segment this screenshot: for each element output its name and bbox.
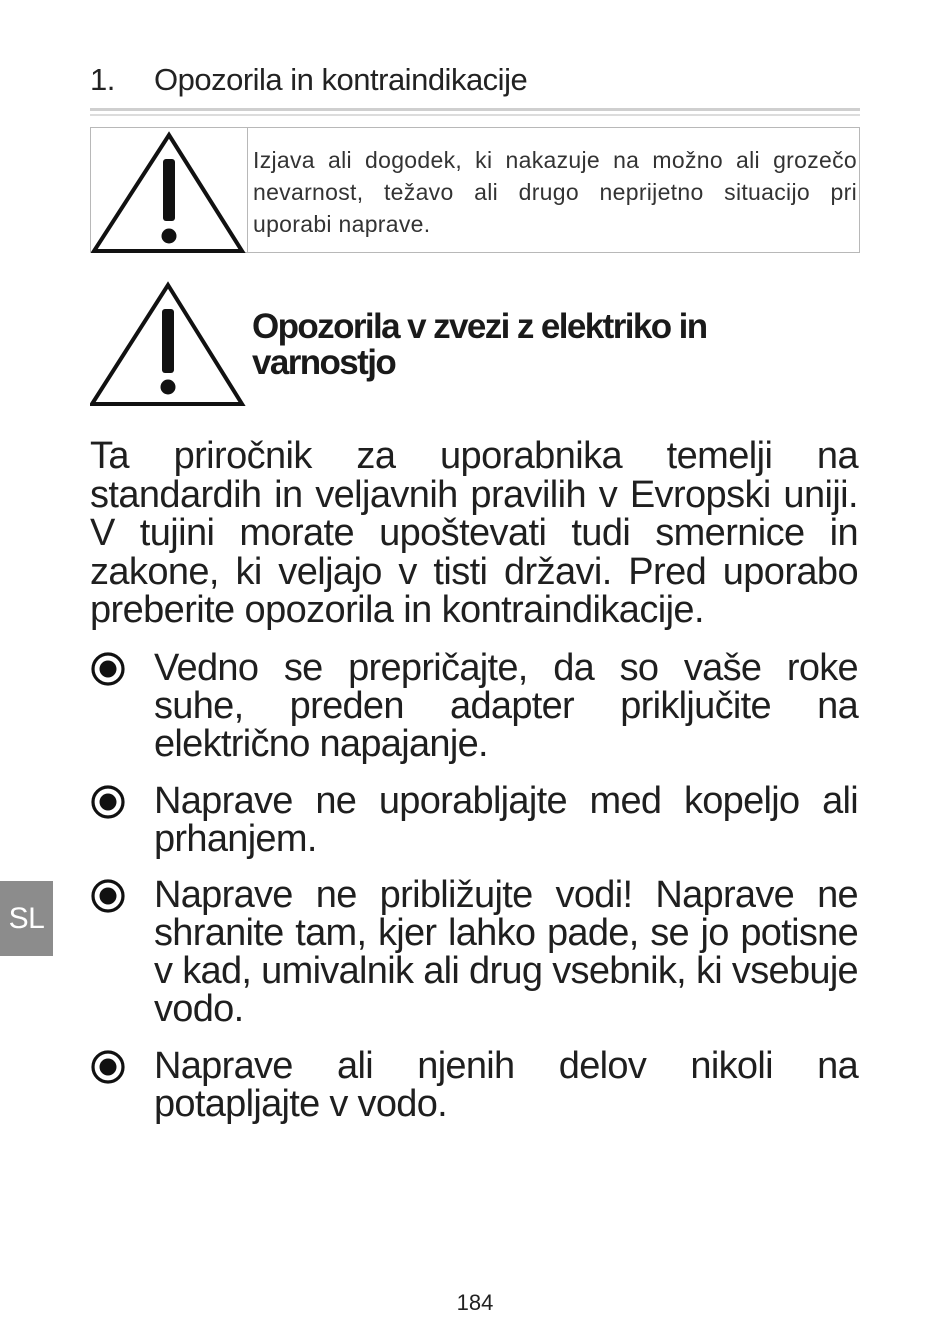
list-item	[90, 1047, 858, 1123]
warning-triangle-icon	[91, 129, 247, 253]
list-item	[90, 782, 858, 858]
radio-bullet-icon	[90, 878, 126, 914]
warning-triangle-icon	[90, 281, 246, 407]
intro-paragraph: Ta priročnik za uporabnika temelji na standardih in veljavnih pravilih v Evropski uniji. V tujini morate upoštevati tudi smernice in zakone, ki veljajo v tisti državi. Pred uporabo preberite opozorila in kontraindikacije.	[90, 435, 858, 631]
list-item	[90, 876, 858, 1028]
radio-bullet-icon	[90, 784, 126, 820]
page-number: 184	[456, 1290, 494, 1315]
heading-rule-secondary	[90, 114, 860, 116]
heading-number: 1.	[90, 62, 115, 97]
language-tab: SL	[0, 881, 53, 956]
page-heading	[90, 62, 527, 98]
list-item-text: Vedno se prepričajte, da so vaše roke suhe, preden adapter priključite na električno napajanje.	[154, 647, 858, 765]
list-item-text: Naprave ali njenih delov nikoli na potapljajte v vodo.	[154, 1045, 858, 1125]
list-item	[90, 649, 858, 763]
heading-title: Opozorila in kontraindikacije	[154, 62, 528, 97]
radio-bullet-icon	[90, 651, 126, 687]
list-item-text: Naprave ne uporabljajte med kopeljo ali prhanjem.	[154, 780, 858, 860]
warning-definition-text: Izjava ali dogodek, ki nakazuje na možno ali grozečo nevarnost, težavo ali drugo neprijetno situacijo pri uporabi naprave.	[253, 147, 857, 237]
list-item-text: Naprave ne približujte vodi! Naprave ne shranite tam, kjer lahko pade, se jo potisne v kad, umivalnik ali drug vsebnik, ki vsebuje vodo.	[154, 874, 858, 1030]
heading-rule	[90, 108, 860, 111]
warning-definition-box	[90, 127, 860, 253]
box-divider	[247, 128, 248, 252]
radio-bullet-icon	[90, 1049, 126, 1085]
section-title: Opozorila v zvezi z elektriko in varnostjo	[252, 307, 707, 382]
